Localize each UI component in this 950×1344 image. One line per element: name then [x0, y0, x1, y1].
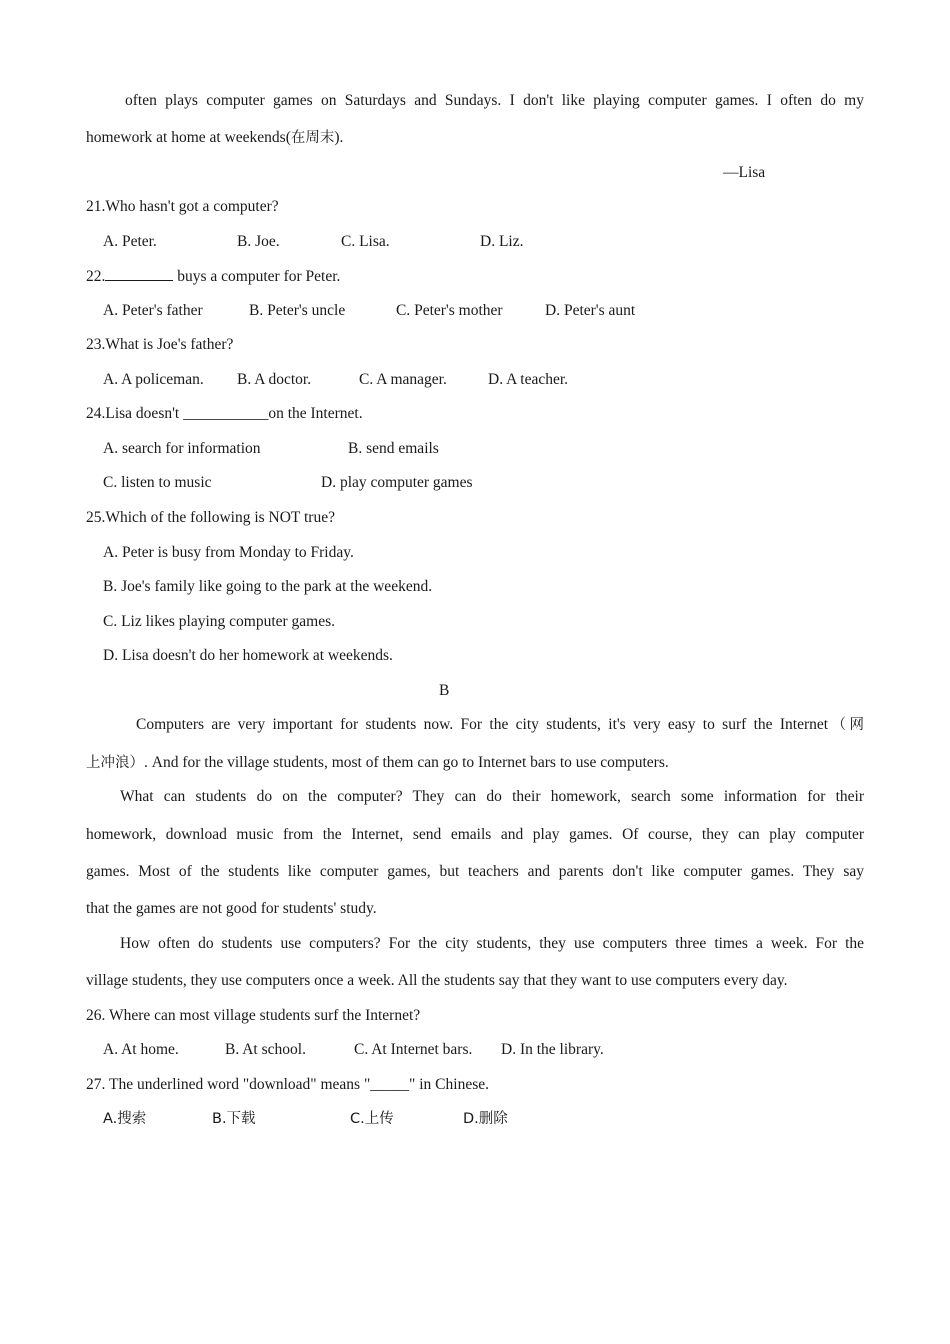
question-21-stem: 21.Who hasn't got a computer?	[86, 198, 279, 215]
question-24-option-b: B. send emails	[348, 440, 439, 457]
passage-b-p3-line-2: village students, they use computers once a week. All the students say that they want to use computers every day.	[86, 972, 788, 989]
question-23-option-a: A. A policeman.	[103, 371, 204, 388]
question-22-option-d: D. Peter's aunt	[545, 302, 636, 319]
passage-b-p3-line-1: How often do students use computers? For the city students, they use computers three times a week. For the	[120, 935, 864, 952]
question-25-option-b: B. Joe's family like going to the park at the weekend.	[103, 578, 433, 595]
passage-a-line-2-cjk: 在周末	[290, 130, 335, 146]
question-21-option-d: D. Liz.	[480, 233, 524, 250]
question-22-option-b: B. Peter's uncle	[249, 302, 346, 319]
passage-b-p2-line-3: games. Most of the students like computer games, but teachers and parents don't like computer games. They say	[86, 863, 864, 880]
question-26-stem: 26. Where can most village students surf the Internet?	[86, 1007, 421, 1024]
question-26-option-c: C. At Internet bars.	[354, 1041, 473, 1058]
passage-a-line-2	[86, 128, 343, 148]
question-25-option-a: A. Peter is busy from Monday to Friday.	[103, 544, 354, 561]
question-26-option-a: A. At home.	[103, 1041, 179, 1058]
question-27-option-d: D.删除	[463, 1111, 508, 1127]
question-24-option-a: A. search for information	[103, 440, 261, 457]
question-22-number: 22.	[86, 268, 106, 285]
question-21-option-b: B. Joe.	[237, 233, 280, 250]
passage-b-p1-line-2-cjk: 上冲浪）	[86, 755, 144, 771]
question-21-option-a: A. Peter.	[103, 233, 157, 250]
question-25-option-d: D. Lisa doesn't do her homework at weekends.	[103, 647, 393, 664]
question-23-stem: 23.What is Joe's father?	[86, 336, 234, 353]
passage-b-p1-line-1-cjk: （网	[828, 717, 864, 733]
passage-b-p2-line-1: What can students do on the computer? They can do their homework, search some information for their	[120, 788, 864, 805]
question-26-option-d: D. In the library.	[501, 1041, 604, 1058]
question-27-option-b: B.下载	[212, 1111, 256, 1127]
section-b-heading: B	[439, 682, 450, 699]
question-27-option-c: C.上传	[350, 1111, 394, 1127]
question-23-option-b: B. A doctor.	[237, 371, 312, 388]
question-27-stem: 27. The underlined word "download" means "_____" in Chinese.	[86, 1076, 489, 1093]
passage-a-line-2-post: ).	[334, 129, 344, 146]
question-25-stem: 25.Which of the following is NOT true?	[86, 509, 335, 526]
passage-a-line-1: often plays computer games on Saturdays and Sundays. I don't like playing computer games. I often do my	[125, 92, 864, 109]
question-25-option-c: C. Liz likes playing computer games.	[103, 613, 336, 630]
question-22-text: buys a computer for Peter.	[173, 268, 341, 285]
question-24-option-c: C. listen to music	[103, 474, 212, 491]
question-24-option-d: D. play computer games	[321, 474, 473, 491]
passage-b-p1-line-2-text: . And for the village students, most of them can go to Internet bars to use computers.	[144, 754, 669, 771]
passage-b-p1-line-2	[86, 753, 669, 773]
question-24-stem: 24.Lisa doesn't ___________on the Internet.	[86, 405, 363, 422]
passage-b-p1-line-1-text: Computers are very important for students now. For the city students, it's very easy to surf the Internet	[136, 716, 829, 733]
question-27-option-a: A.搜索	[103, 1111, 147, 1127]
question-22-blank	[105, 266, 173, 281]
passage-a-line-2-pre: homework at home at weekends(	[86, 129, 291, 146]
question-23-option-c: C. A manager.	[359, 371, 447, 388]
question-22-option-c: C. Peter's mother	[396, 302, 503, 319]
question-26-option-b: B. At school.	[225, 1041, 306, 1058]
passage-b-p2-line-4: that the games are not good for students' study.	[86, 900, 377, 917]
passage-a-signature: —Lisa	[723, 164, 766, 181]
passage-b-p1-line-1	[86, 715, 864, 735]
passage-b-p2-line-2: homework, download music from the Internet, send emails and play games. Of course, they can play computer	[86, 826, 864, 843]
question-21-option-c: C. Lisa.	[341, 233, 390, 250]
question-23-option-d: D. A teacher.	[488, 371, 569, 388]
question-22-option-a: A. Peter's father	[103, 302, 203, 319]
question-22-stem	[86, 266, 340, 287]
